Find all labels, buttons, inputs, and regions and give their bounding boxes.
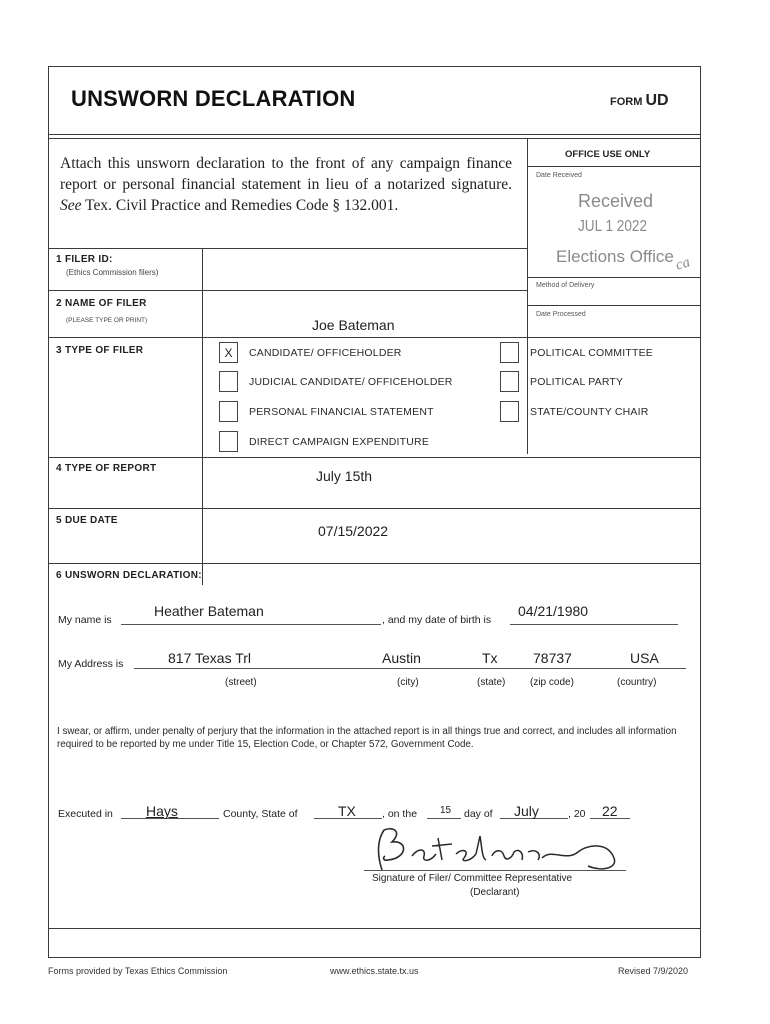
street-caption: (street) xyxy=(225,677,257,688)
filer-id-field[interactable] xyxy=(210,258,520,282)
checkbox-direct-campaign-expenditure[interactable] xyxy=(219,431,238,452)
form-code: UD xyxy=(645,92,669,109)
my-address-is-label: My Address is xyxy=(58,658,124,670)
signature-caption: Signature of Filer/ Committee Representative xyxy=(372,873,573,884)
city-field[interactable]: Austin xyxy=(382,650,421,666)
unsworn-declaration-label: 6 UNSWORN DECLARATION: xyxy=(56,570,202,581)
stamp-received: Received xyxy=(578,191,654,211)
type-of-report-field[interactable]: July 15th xyxy=(316,468,373,484)
filer-id-label: 1 FILER ID: xyxy=(56,254,113,265)
dob-underline xyxy=(510,624,678,625)
due-date-label: 5 DUE DATE xyxy=(56,515,118,526)
month-field[interactable]: July xyxy=(514,803,539,819)
signature-line xyxy=(364,870,626,871)
option-candidate-officeholder: CANDIDATE/ OFFICEHOLDER xyxy=(249,347,402,359)
state-caption: (state) xyxy=(477,677,506,688)
row-line-due-date xyxy=(48,563,701,564)
row-line-type-of-report xyxy=(48,508,701,509)
footer-provider: Forms provided by Texas Ethics Commission xyxy=(48,966,228,976)
option-political-party: POLITICAL PARTY xyxy=(530,376,624,388)
label-column-divider xyxy=(202,248,203,585)
oath-text: I swear, or affirm, under penalty of perjury that the information in the attached report is in all things true and correct, and includes all information required to be reported by me under Title 15, Election Code, or Chapter 572, Government Code. xyxy=(57,726,677,750)
checkbox-political-party[interactable] xyxy=(500,371,519,392)
checkbox-state-county-chair[interactable] xyxy=(500,401,519,422)
checkbox-personal-financial-statement[interactable] xyxy=(219,401,238,422)
signature-image xyxy=(352,818,632,878)
bottom-divider xyxy=(48,928,701,929)
checkbox-candidate-officeholder[interactable]: X xyxy=(219,342,238,363)
header-divider-2 xyxy=(48,138,701,139)
row-line-type-of-filer xyxy=(48,457,701,458)
name-of-filer-sub: (PLEASE TYPE OR PRINT) xyxy=(66,317,148,324)
city-caption: (city) xyxy=(397,677,419,688)
due-date-field[interactable]: 07/15/2022 xyxy=(318,523,389,539)
date-received-label: Date Received xyxy=(536,172,582,179)
stamp-initials: ca xyxy=(673,254,693,274)
name-underline xyxy=(121,624,381,625)
row-line-name xyxy=(48,337,701,338)
form-label-text: FORM xyxy=(610,96,643,108)
my-name-is-label: My name is xyxy=(58,614,112,626)
option-personal-financial-statement: PERSONAL FINANCIAL STATEMENT xyxy=(249,406,434,418)
intro-text-2: Tex. Civil Practice and Remedies Code § 132.001. xyxy=(85,197,399,214)
signature-caption-declarant: (Declarant) xyxy=(470,887,520,898)
option-judicial-candidate: JUDICIAL CANDIDATE/ OFFICEHOLDER xyxy=(249,376,453,388)
office-processed-line xyxy=(527,305,701,306)
row-line-intro xyxy=(48,248,527,249)
office-title-line xyxy=(527,166,701,167)
stamp-office: Elections Office xyxy=(556,247,674,266)
year-field[interactable]: 22 xyxy=(602,803,618,819)
county-state-label: County, State of xyxy=(223,808,298,820)
form-code-label xyxy=(610,92,669,110)
type-of-filer-label: 3 TYPE OF FILER xyxy=(56,345,144,356)
name-of-filer-field[interactable]: Joe Bateman xyxy=(312,317,395,333)
on-the-label: , on the xyxy=(382,808,418,820)
intro-paragraph xyxy=(60,153,512,216)
state-field[interactable]: Tx xyxy=(482,650,498,666)
stamp-date: JUL 1 2022 xyxy=(578,218,648,235)
office-use-title: OFFICE USE ONLY xyxy=(565,149,651,160)
option-state-county-chair: STATE/COUNTY CHAIR xyxy=(530,406,649,418)
county-field[interactable]: Hays xyxy=(146,803,178,819)
form-title: UNSWORN DECLARATION xyxy=(71,86,356,111)
country-field[interactable]: USA xyxy=(630,650,659,666)
footer-revised: Revised 7/9/2020 xyxy=(618,966,689,976)
option-direct-campaign-expenditure: DIRECT CAMPAIGN EXPENDITURE xyxy=(249,436,430,448)
option-political-committee: POLITICAL COMMITTEE xyxy=(530,347,654,359)
address-underline xyxy=(134,668,686,669)
office-method-line xyxy=(527,277,701,278)
method-of-delivery-label: Method of Delivery xyxy=(536,282,595,289)
checkbox-political-committee[interactable] xyxy=(500,342,519,363)
street-field[interactable]: 817 Texas Trl xyxy=(168,650,252,666)
year-prefix-label: , 20 xyxy=(568,808,586,820)
executed-in-label: Executed in xyxy=(58,808,113,820)
zip-field[interactable]: 78737 xyxy=(533,650,572,666)
name-of-filer-label: 2 NAME OF FILER xyxy=(56,298,147,309)
header-divider xyxy=(48,134,701,135)
intro-see: See xyxy=(60,197,82,214)
day-of-label: day of xyxy=(464,808,493,820)
row-line-filer-id xyxy=(48,290,527,291)
intro-text-1: Attach this unsworn declaration to the front of any campaign finance report or personal financial statement in lieu of a notarized signature. xyxy=(60,155,512,193)
day-field[interactable]: 15 xyxy=(440,805,452,816)
filer-id-sub: (Ethics Commission filers) xyxy=(66,268,159,277)
date-processed-label: Date Processed xyxy=(536,311,586,318)
office-divider xyxy=(527,138,528,454)
state-of-field[interactable]: TX xyxy=(338,803,356,819)
zip-caption: (zip code) xyxy=(530,677,574,688)
checkbox-judicial-candidate[interactable] xyxy=(219,371,238,392)
dob-field[interactable]: 04/21/1980 xyxy=(518,603,589,619)
declarant-name-field[interactable]: Heather Bateman xyxy=(154,603,264,619)
dob-label: , and my date of birth is xyxy=(382,614,492,626)
footer-url: www.ethics.state.tx.us xyxy=(330,966,419,976)
type-of-report-label: 4 TYPE OF REPORT xyxy=(56,463,157,474)
country-caption: (country) xyxy=(617,677,657,688)
